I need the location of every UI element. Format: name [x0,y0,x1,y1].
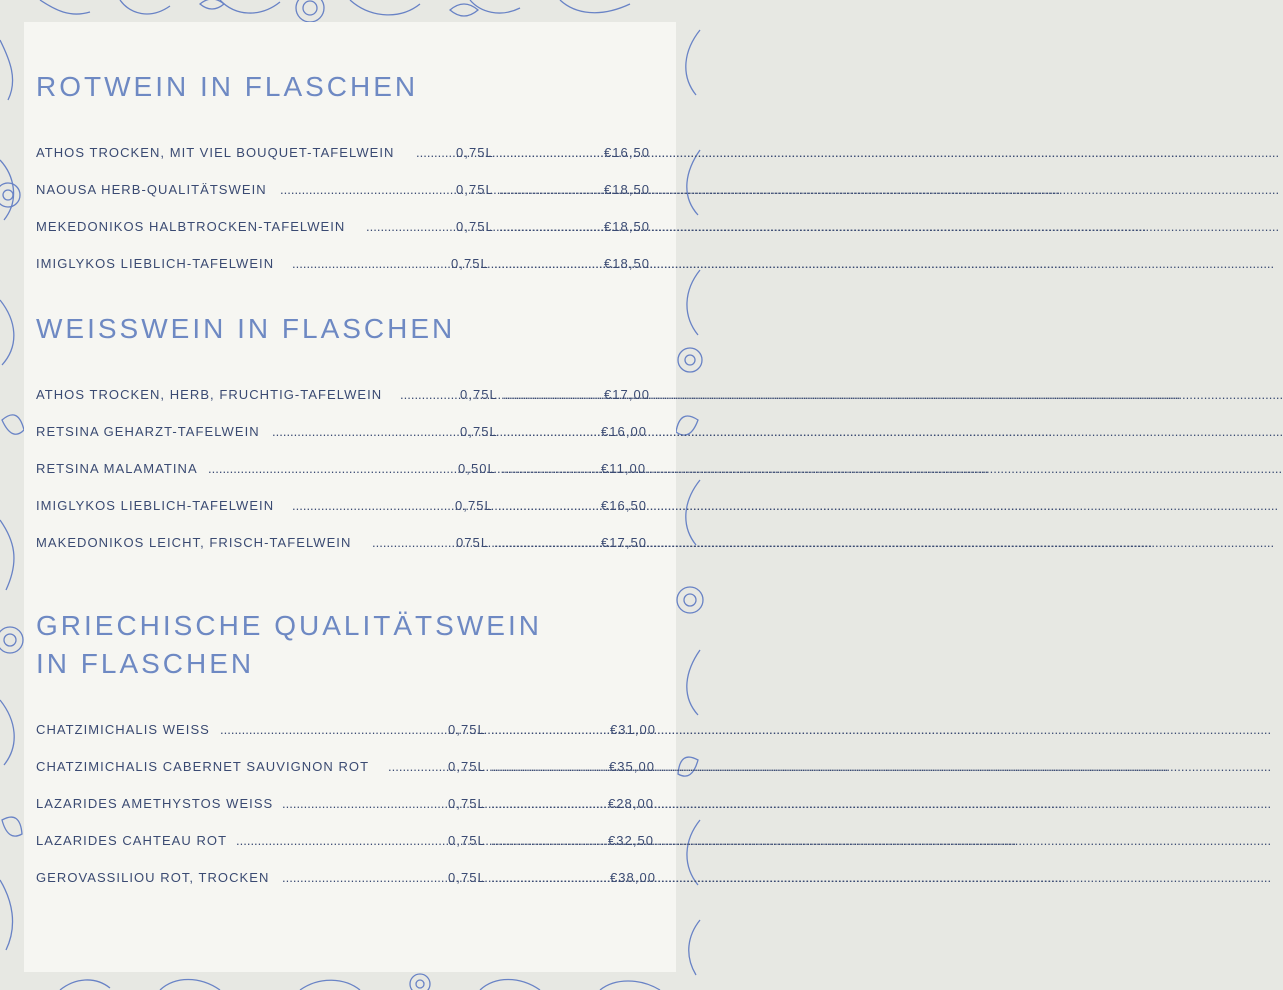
item-name: RETSINA GEHARZT-TAFELWEIN [36,424,260,439]
item-price: €28,00 [608,796,655,811]
section-title-white-wine: WEISSWEIN IN FLASCHEN [36,313,456,344]
leader-dots [372,534,456,552]
item-name: IMIGLYKOS LIEBLICH-TAFELWEIN [36,256,275,271]
item-price: €11,00 [601,461,647,476]
leader-dots [491,869,609,887]
leader-dots [494,534,600,552]
leader-dots [494,255,603,273]
item-name: MAKEDONIKOS LEICHT, FRISCH-TAFELWEIN [36,535,352,550]
leader-dots [503,386,603,404]
leader-dots [416,144,456,162]
item-price: €18,50 [604,219,651,234]
menu-item [36,497,648,515]
leader-dots [491,758,608,776]
item-name: GEROVASSILIOU ROT, TROCKEN [36,870,270,885]
menu-item [36,795,655,813]
leader-dots [236,832,448,850]
item-price: €17,00 [604,387,651,402]
item-volume: 0,75L [460,424,498,439]
leader-dots [499,144,603,162]
item-price: €16,50 [604,145,651,160]
leader-dots [272,423,460,441]
item-volume: 0,50L [458,461,496,476]
item-name: LAZARIDES AMETHYSTOS WEISS [36,796,274,811]
leader-dots [292,497,455,515]
item-price: €18,50 [604,182,651,197]
item-name: NAOUSA HERB-QUALITÄTSWEIN [36,182,267,197]
item-volume: 0,75L [448,796,486,811]
item-volume: 075L [456,535,490,550]
item-volume: 0,75L [451,256,489,271]
menu-item [36,386,651,404]
leader-dots [388,758,448,776]
item-volume: 0,75L [448,759,486,774]
item-volume: 0,75L [460,387,498,402]
item-price: €35,00 [609,759,656,774]
leader-dots [282,795,448,813]
item-price: €38,00 [610,870,657,885]
item-volume: 0,75L [456,145,494,160]
leader-dots [292,255,451,273]
leader-dots [491,832,607,850]
menu-item [36,534,648,552]
menu-item [36,460,647,478]
item-volume: 0,75L [448,722,486,737]
item-name: CHATZIMICHALIS CABERNET SAUVIGNON ROT [36,759,370,774]
item-name: CHATZIMICHALIS WEISS [36,722,210,737]
section-title-greek-quality-wine-line2: IN FLASCHEN [36,648,255,679]
leader-dots [503,423,600,441]
leader-dots [491,795,607,813]
leader-dots [499,218,603,236]
menu-item [36,423,648,441]
leader-dots [499,181,603,199]
item-name: RETSINA MALAMATINA [36,461,198,476]
menu-item [36,721,657,739]
leader-dots [280,181,456,199]
leader-dots [502,460,600,478]
item-price: €32,50 [608,833,655,848]
leader-dots [220,721,448,739]
item-name: ATHOS TROCKEN, HERB, FRUCHTIG-TAFELWEIN [36,387,383,402]
leader-dots [498,497,600,515]
item-volume: 0,75L [455,498,493,513]
leader-dots [400,386,460,404]
item-name: ATHOS TROCKEN, MIT VIEL BOUQUET-TAFELWEIN [36,145,395,160]
item-name: MEKEDONIKOS HALBTROCKEN-TAFELWEIN [36,219,346,234]
menu-card [24,22,676,972]
item-volume: 0,75L [448,833,486,848]
item-name: LAZARIDES CAHTEAU ROT [36,833,228,848]
menu-item [36,218,651,236]
item-price: €16,50 [601,498,648,513]
leader-dots [282,869,448,887]
item-name: IMIGLYKOS LIEBLICH-TAFELWEIN [36,498,275,513]
menu-item [36,869,657,887]
item-price: €17,50 [601,535,648,550]
item-price: €18,50 [604,256,651,271]
item-price: €31,00 [610,722,657,737]
menu-item [36,255,651,273]
item-price: €16,00 [601,424,648,439]
menu-item [36,832,655,850]
leader-dots [491,721,609,739]
item-volume: 0,75L [456,219,494,234]
leader-dots [366,218,456,236]
leader-dots [208,460,458,478]
section-title-red-wine: ROTWEIN IN FLASCHEN [36,71,419,102]
menu-item [36,758,656,776]
item-volume: 0,75L [448,870,486,885]
item-volume: 0,75L [456,182,494,197]
section-title-greek-quality-wine: GRIECHISCHE QUALITÄTSWEIN [36,610,542,641]
menu-item [36,181,651,199]
menu-item [36,144,651,162]
